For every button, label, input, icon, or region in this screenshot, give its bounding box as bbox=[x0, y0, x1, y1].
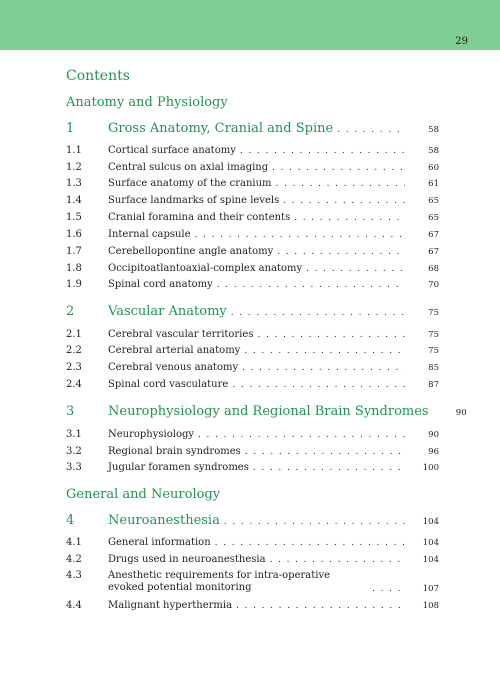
dot-leader bbox=[236, 601, 405, 611]
entry-page: 100 bbox=[422, 463, 439, 473]
chapter-page: 75 bbox=[428, 308, 439, 318]
chapter-title: Vascular Anatomy bbox=[108, 304, 227, 319]
entry-title: Malignant hyperthermia bbox=[108, 600, 233, 611]
entry-title: Central sulcus on axial imaging bbox=[108, 162, 269, 173]
toc-entry-2-3[interactable] bbox=[66, 362, 439, 373]
section-heading-general: General and Neurology bbox=[66, 487, 221, 502]
toc-entry-1-7[interactable] bbox=[66, 246, 439, 257]
toc-entry-4-4[interactable] bbox=[66, 600, 439, 611]
chapter-title: Neurophysiology and Regional Brain Syndromes bbox=[108, 404, 429, 419]
chapter-number: 4 bbox=[66, 513, 75, 528]
entry-number: 2.4 bbox=[66, 379, 82, 390]
entry-page: 67 bbox=[428, 230, 439, 240]
entry-number: 2.3 bbox=[66, 362, 82, 373]
entry-page: 70 bbox=[428, 280, 439, 290]
entry-page: 68 bbox=[428, 264, 439, 274]
dot-leader bbox=[306, 264, 405, 274]
entry-title: Spinal cord vasculature bbox=[108, 379, 229, 390]
entry-title: Surface landmarks of spine levels bbox=[108, 195, 280, 206]
toc-entry-3-2[interactable] bbox=[66, 446, 439, 457]
chapter-number: 2 bbox=[66, 304, 75, 319]
entry-page: 61 bbox=[428, 179, 439, 189]
entry-title: Cortical surface anatomy bbox=[108, 145, 236, 156]
toc-entry-1-1[interactable] bbox=[66, 145, 439, 156]
toc-entry-4-3[interactable] bbox=[66, 570, 439, 594]
chapter-title: Gross Anatomy, Cranial and Spine bbox=[108, 121, 334, 136]
dot-leader bbox=[232, 380, 405, 390]
entry-title: Cerebellopontine angle anatomy bbox=[108, 246, 274, 257]
dot-leader bbox=[270, 555, 405, 565]
dot-leader bbox=[372, 584, 405, 594]
chapter-page: 58 bbox=[428, 125, 439, 135]
entry-number: 1.3 bbox=[66, 178, 82, 189]
entry-page: 85 bbox=[428, 363, 439, 373]
toc-entry-3-3[interactable] bbox=[66, 462, 439, 473]
toc-entry-1-8[interactable] bbox=[66, 263, 439, 274]
dot-leader bbox=[277, 247, 405, 257]
entry-number: 1.5 bbox=[66, 212, 82, 223]
entry-number: 1.6 bbox=[66, 229, 82, 240]
dot-leader bbox=[337, 125, 405, 135]
chapter-page: 90 bbox=[455, 408, 467, 418]
dot-leader bbox=[215, 538, 405, 548]
chapter-page: 104 bbox=[422, 517, 439, 527]
entry-number: 4.3 bbox=[66, 570, 82, 581]
entry-title: Regional brain syndromes bbox=[108, 446, 241, 457]
entry-page: 65 bbox=[428, 196, 439, 206]
dot-leader bbox=[245, 447, 405, 457]
entry-title: Occipitoatlantoaxial-complex anatomy bbox=[108, 263, 303, 274]
entry-page: 107 bbox=[422, 584, 439, 594]
toc-chapter-3[interactable] bbox=[66, 404, 467, 419]
entry-page: 60 bbox=[428, 163, 439, 173]
toc-entry-1-6[interactable] bbox=[66, 229, 439, 240]
entry-number: 1.4 bbox=[66, 195, 82, 206]
dot-leader bbox=[242, 363, 405, 373]
entry-title: Internal capsule bbox=[108, 229, 191, 240]
toc-entry-1-4[interactable] bbox=[66, 195, 439, 206]
entry-number: 1.9 bbox=[66, 279, 82, 290]
entry-number: 3.2 bbox=[66, 446, 82, 457]
entry-number: 1.1 bbox=[66, 145, 82, 156]
entry-title: Anesthetic requirements for intra-operative evoked potential monitoring bbox=[108, 570, 331, 593]
entry-page: 90 bbox=[428, 430, 439, 440]
entry-page: 75 bbox=[428, 330, 439, 340]
dot-leader bbox=[276, 179, 405, 189]
toc-chapter-2[interactable] bbox=[66, 304, 439, 319]
toc-entry-2-2[interactable] bbox=[66, 345, 439, 356]
entry-page: 108 bbox=[422, 601, 439, 611]
entry-title: Surface anatomy of the cranium bbox=[108, 178, 272, 189]
entry-number: 4.2 bbox=[66, 554, 82, 565]
page-number: 29 bbox=[455, 36, 468, 47]
entry-title: Cerebral venous anatomy bbox=[108, 362, 239, 373]
dot-leader bbox=[253, 463, 405, 473]
entry-number: 2.2 bbox=[66, 345, 82, 356]
dot-leader bbox=[231, 308, 405, 318]
entry-page: 87 bbox=[428, 380, 439, 390]
section-heading-anatomy: Anatomy and Physiology bbox=[66, 95, 228, 110]
entry-page: 104 bbox=[422, 555, 439, 565]
chapter-number: 1 bbox=[66, 121, 75, 136]
entry-page: 96 bbox=[428, 447, 439, 457]
entry-number: 1.7 bbox=[66, 246, 82, 257]
entry-title: Cranial foramina and their contents bbox=[108, 212, 291, 223]
header-band bbox=[0, 0, 500, 50]
dot-leader bbox=[240, 146, 405, 156]
contents-heading: Contents bbox=[66, 68, 130, 84]
entry-title: Cerebral arterial anatomy bbox=[108, 345, 241, 356]
entry-number: 4.1 bbox=[66, 537, 82, 548]
entry-page: 67 bbox=[428, 247, 439, 257]
toc-entry-2-4[interactable] bbox=[66, 379, 439, 390]
entry-number: 4.4 bbox=[66, 600, 82, 611]
toc-entry-2-1[interactable] bbox=[66, 329, 439, 340]
entry-title: Drugs used in neuroanesthesia bbox=[108, 554, 266, 565]
dot-leader bbox=[257, 330, 405, 340]
entry-page: 75 bbox=[428, 346, 439, 356]
dot-leader bbox=[244, 346, 405, 356]
dot-leader bbox=[217, 280, 405, 290]
entry-title: Spinal cord anatomy bbox=[108, 279, 213, 290]
toc-entry-1-3[interactable] bbox=[66, 178, 439, 189]
toc-chapter-1[interactable] bbox=[66, 121, 439, 136]
toc-entry-4-2[interactable] bbox=[66, 554, 439, 565]
entry-number: 2.1 bbox=[66, 329, 82, 340]
dot-leader bbox=[272, 163, 405, 173]
entry-number: 3.3 bbox=[66, 462, 82, 473]
entry-page: 65 bbox=[428, 213, 439, 223]
entry-title: Neurophysiology bbox=[108, 429, 195, 440]
toc-entry-1-2[interactable] bbox=[66, 162, 439, 173]
toc-entry-1-9[interactable] bbox=[66, 279, 439, 290]
dot-leader bbox=[283, 196, 405, 206]
toc-chapter-4[interactable] bbox=[66, 513, 439, 528]
dot-leader bbox=[294, 213, 405, 223]
toc-entry-1-5[interactable] bbox=[66, 212, 439, 223]
entry-title: General information bbox=[108, 537, 211, 548]
chapter-title: Neuroanesthesia bbox=[108, 513, 220, 528]
toc-entry-3-1[interactable] bbox=[66, 429, 439, 440]
entry-title: Jugular foramen syndromes bbox=[108, 462, 249, 473]
entry-page: 58 bbox=[428, 146, 439, 156]
entry-title: Cerebral vascular territories bbox=[108, 329, 254, 340]
entry-page: 104 bbox=[422, 538, 439, 548]
entry-number: 1.8 bbox=[66, 263, 82, 274]
toc-entry-4-1[interactable] bbox=[66, 537, 439, 548]
dot-leader bbox=[198, 430, 405, 440]
chapter-number: 3 bbox=[66, 404, 75, 419]
dot-leader bbox=[195, 230, 405, 240]
entry-number: 3.1 bbox=[66, 429, 82, 440]
entry-number: 1.2 bbox=[66, 162, 82, 173]
dot-leader bbox=[224, 517, 405, 527]
